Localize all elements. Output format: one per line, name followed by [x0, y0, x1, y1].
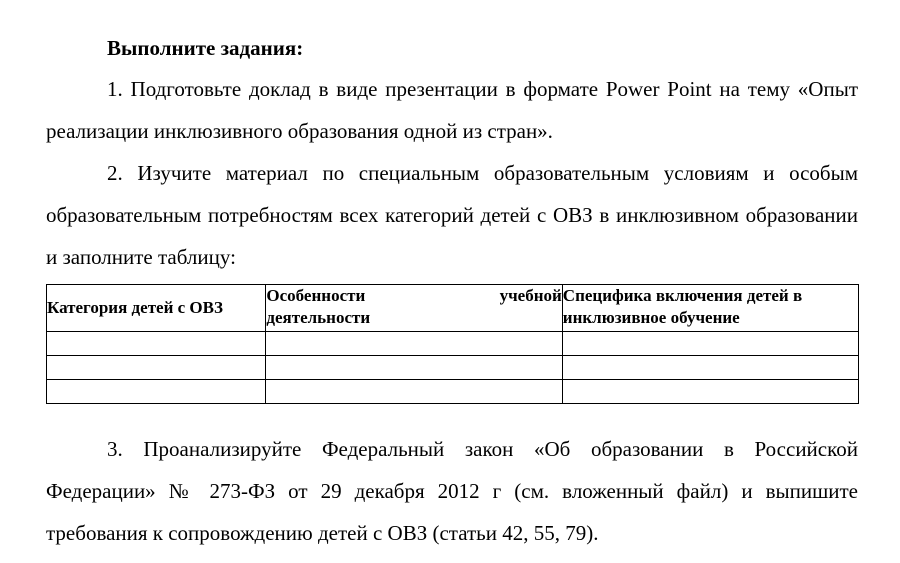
- table-cell: [562, 356, 858, 380]
- header-learning-features-word3: деятельности: [266, 308, 371, 327]
- table-cell: [266, 332, 562, 356]
- header-learning-features-word1: Особенности: [266, 286, 366, 305]
- task-2: 2. Изучите материал по специальным образовательным условиям и особым образовательным потребностям всех категорий детей с ОВЗ в инклюзивном образовании и заполните таблицу:: [46, 161, 858, 269]
- task-1: 1. Подготовьте доклад в виде презентации в формате Power Point на тему «Опыт реализации инклюзивного образования одной из стран».: [46, 77, 858, 143]
- table-header-row: [47, 285, 859, 332]
- task-heading: Выполните задания:: [107, 36, 304, 60]
- task-3: 3. Проанализируйте Федеральный закон «Об образовании в Российской Федерации» № 273-ФЗ от 29 декабря 2012 г (см. вложенный файл) и выпишите требования к сопровождению детей с ОВЗ (статьи 42, 55, 79).: [46, 437, 858, 545]
- table-cell: [562, 332, 858, 356]
- table-row: [47, 380, 859, 404]
- header-learning-features-word2: учебной: [499, 286, 562, 305]
- header-inclusion-specifics: Специфика включения детей в инклюзивное обучение: [562, 285, 858, 332]
- table-row: [47, 332, 859, 356]
- table-cell: [47, 332, 266, 356]
- header-learning-features-line1: [266, 285, 561, 307]
- categories-table: [46, 284, 859, 404]
- table-cell: [47, 380, 266, 404]
- table-cell: [562, 380, 858, 404]
- table-row: [47, 356, 859, 380]
- document-page: [46, 34, 858, 554]
- header-category: Категория детей с ОВЗ: [47, 285, 266, 332]
- table-cell: [266, 380, 562, 404]
- table-cell: [47, 356, 266, 380]
- header-learning-features: [266, 285, 562, 332]
- table-cell: [266, 356, 562, 380]
